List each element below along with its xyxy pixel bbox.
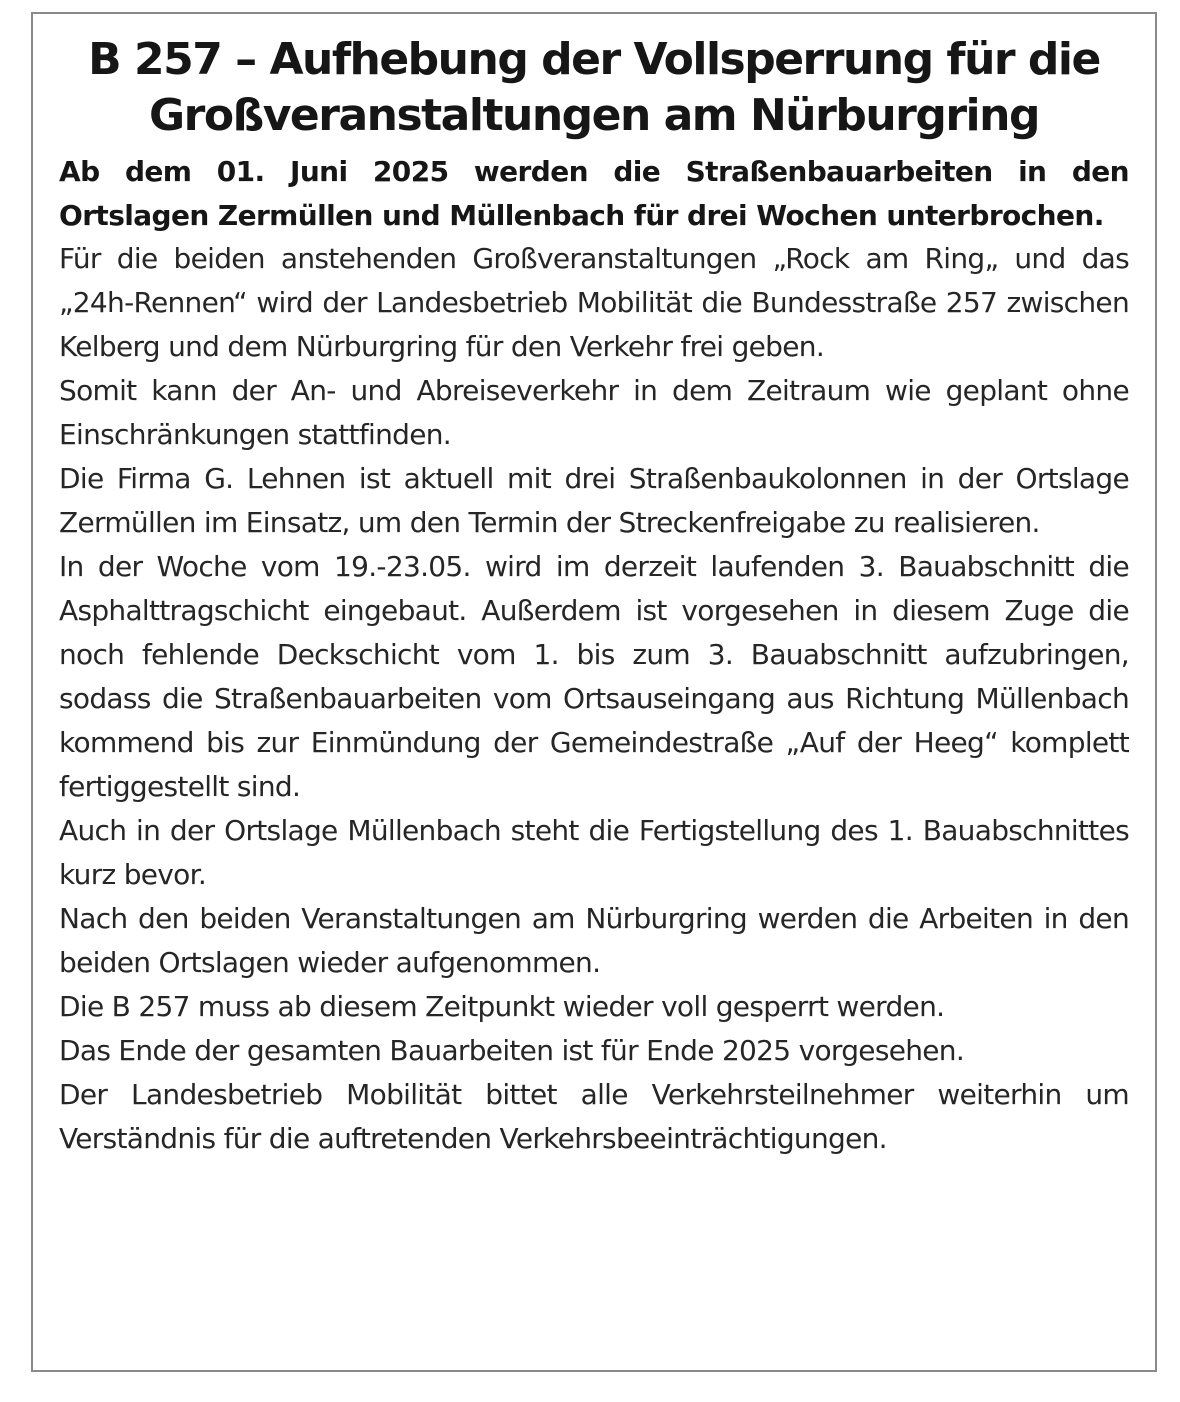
article-lead: Ab dem 01. Juni 2025 werden die Straßenbauarbeiten in den Ortslagen Zermüllen und Müllenbach für drei Wochen unterbrochen. bbox=[59, 155, 1129, 232]
article-paragraph: In der Woche vom 19.-23.05. wird im derzeit laufenden 3. Bauabschnitt die Asphalttragschicht eingebaut. Außerdem ist vorgesehen in diesem Zuge die noch fehlende Deckschicht vom 1. bis zum 3. Bauabschnitt aufzubringen, sodass die Straßenbauarbeiten vom Ortsauseingang aus Richtung Müllenbach kommend bis zur Einmündung der Gemeindestraße „Auf der Heeg“ komplett fertiggestellt sind. bbox=[59, 550, 1129, 803]
article-paragraph: Das Ende der gesamten Bauarbeiten ist für Ende 2025 vorgesehen. bbox=[59, 1034, 965, 1067]
article-paragraph: Die Firma G. Lehnen ist aktuell mit drei Straßenbaukolonnen in der Ortslage Zermüllen im Einsatz, um den Termin der Streckenfreigabe zu realisieren. bbox=[59, 462, 1129, 539]
article-headline: B 257 – Aufhebung der Vollsperrung für die Großveranstaltungen am Nürburgring bbox=[88, 34, 1100, 141]
article-paragraph: Der Landesbetrieb Mobilität bittet alle Verkehrsteilnehmer weiterhin um Verständnis für die auftretenden Verkehrsbeeinträchtigungen. bbox=[59, 1078, 1129, 1155]
article-paragraph: Auch in der Ortslage Müllenbach steht die Fertigstellung des 1. Bauabschnittes kurz bevor. bbox=[59, 814, 1129, 891]
article-paragraph: Die B 257 muss ab diesem Zeitpunkt wieder voll gesperrt werden. bbox=[59, 990, 945, 1023]
article-paragraph: Für die beiden anstehenden Großveranstaltungen „Rock am Ring„ und das „24h-Rennen“ wird der Landesbetrieb Mobilität die Bundesstraße 257 zwischen Kelberg und dem Nürburgring für den Verkehr frei geben. bbox=[59, 242, 1129, 363]
article-box bbox=[31, 12, 1157, 1372]
article-body bbox=[59, 237, 1129, 1161]
article-paragraph: Somit kann der An- und Abreiseverkehr in dem Zeitraum wie geplant ohne Einschränkungen stattfinden. bbox=[59, 374, 1129, 451]
article-paragraph: Nach den beiden Veranstaltungen am Nürburgring werden die Arbeiten in den beiden Ortslagen wieder aufgenommen. bbox=[59, 902, 1129, 979]
